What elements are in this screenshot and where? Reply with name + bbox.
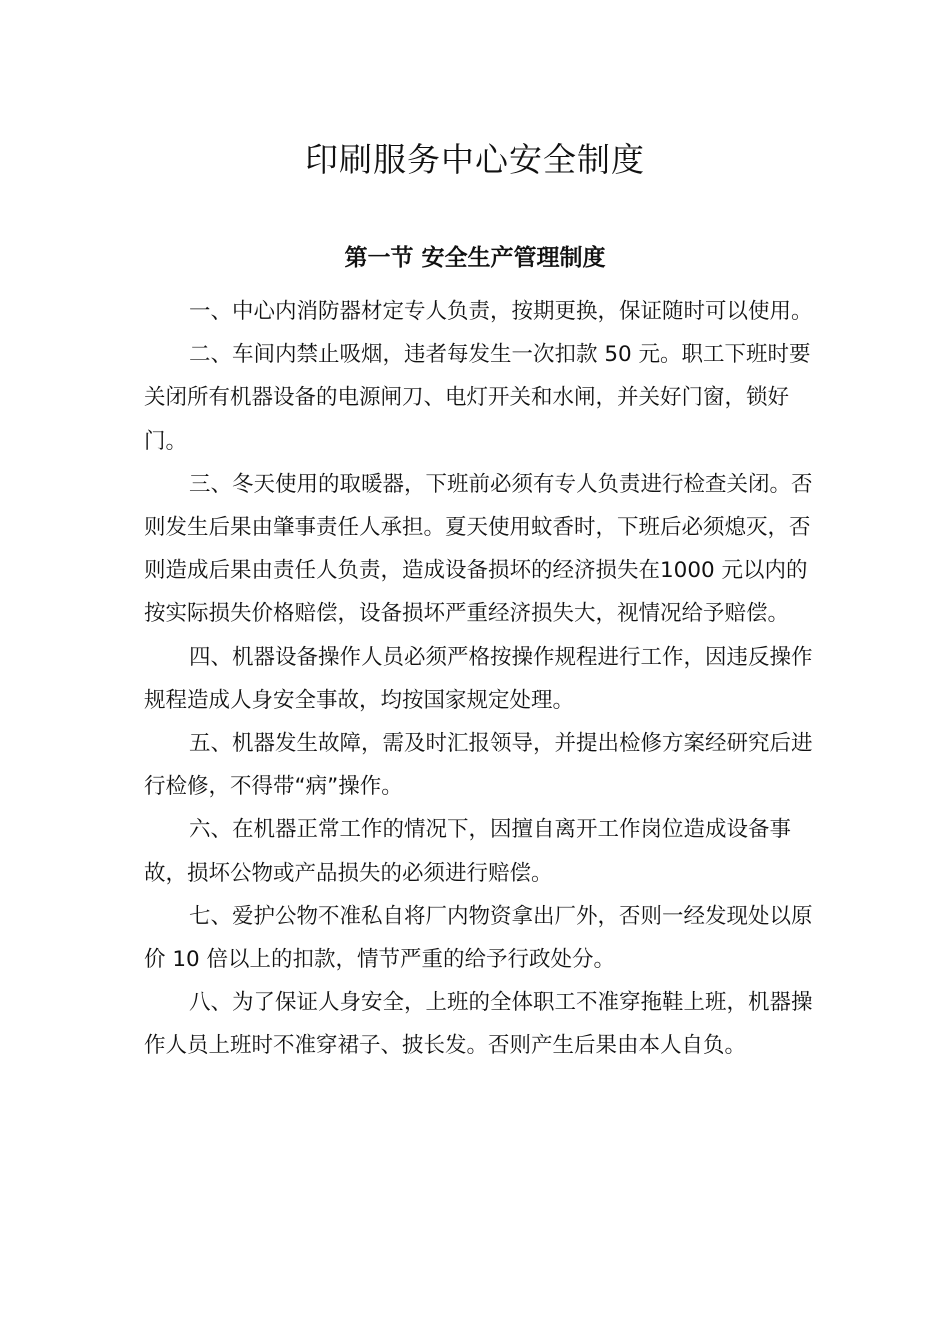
- rule-paragraph-8: 八、为了保证人身安全，上班的全体职工不准穿拖鞋上班，机器操作人员上班时不准穿裙子、披长发。否则产生后果由本人自负。: [144, 990, 813, 1059]
- document-title: 印刷服务中心安全制度: [305, 140, 645, 179]
- rule-paragraph-6: 六、在机器正常工作的情况下，因擅自离开工作岗位造成设备事故，损坏公物或产品损失的必须进行赔偿。: [144, 817, 792, 886]
- document-body: [144, 290, 819, 1068]
- rule-paragraph-2: 二、车间内禁止吸烟，违者每发生一次扣款 50 元。职工下班时要关闭所有机器设备的电源闸刀、电灯开关和水闸，并关好门窗，锁好门。: [144, 342, 811, 454]
- rule-paragraph-7: 七、爱护公物不准私自将厂内物资拿出厂外，否则一经发现处以原价 10 倍以上的扣款，情节严重的给予行政处分。: [144, 903, 813, 973]
- section-title: 第一节 安全生产管理制度: [344, 245, 606, 271]
- rule-paragraph-5: 五、机器发生故障，需及时汇报领导，并提出检修方案经研究后进行检修，不得带“病”操作。: [144, 731, 813, 800]
- rule-paragraph-4: 四、机器设备操作人员必须严格按操作规程进行工作，因违反操作规程造成人身安全事故，均按国家规定处理。: [144, 644, 813, 713]
- rule-paragraph-3: 三、冬天使用的取暖器，下班前必须有专人负责进行检查关闭。否则发生后果由肇事责任人承担。夏天使用蚊香时，下班后必须熄灭，否则造成后果由责任人负责，造成设备损坏的经济损失在1000 元以内的按实际损失价格赔偿，设备损坏严重经济损失大，视情况给予赔偿。: [144, 471, 813, 627]
- rule-paragraph-1: 一、中心内消防器材定专人负责，按期更换，保证随时可以使用。: [189, 299, 813, 324]
